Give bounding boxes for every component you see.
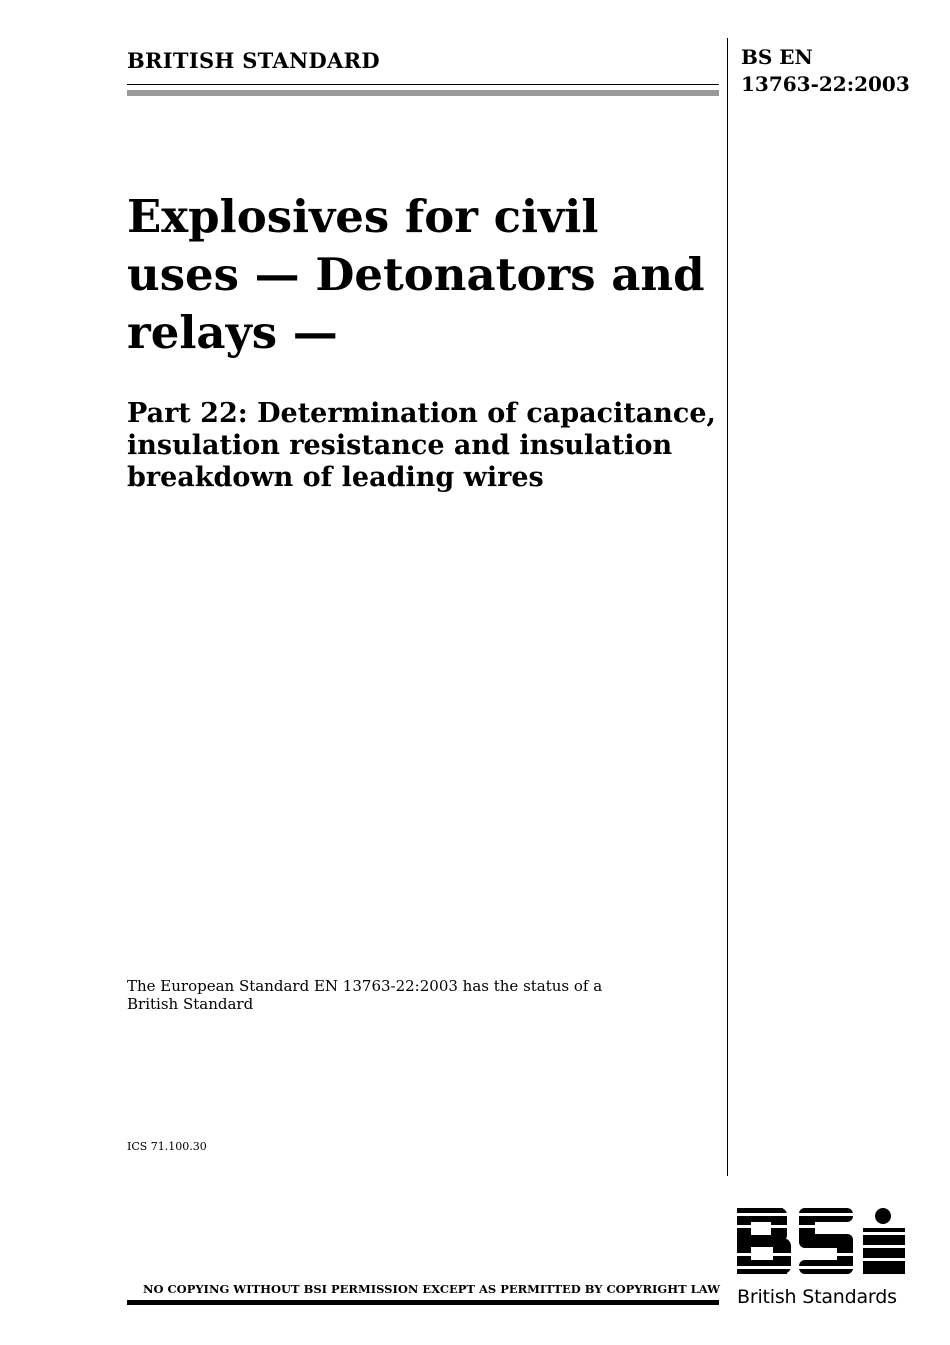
vertical-divider	[727, 38, 728, 1176]
part-title-line: breakdown of leading wires	[127, 462, 544, 493]
part-title-line: Part 22: Determination of capacitance,	[127, 398, 716, 429]
bsi-logo-letter-s	[797, 1208, 855, 1274]
standard-number-code: 13763-22:2003	[741, 72, 910, 96]
footer-rule	[127, 1300, 719, 1305]
main-title-line: Explosives for civil	[127, 190, 599, 243]
bsi-logo-text: British Standards	[737, 1286, 897, 1308]
part-title	[127, 398, 719, 494]
status-statement	[127, 977, 607, 1013]
standard-number	[741, 44, 910, 98]
bsi-logo-letter-b	[737, 1208, 793, 1274]
bsi-logo	[737, 1208, 905, 1276]
status-line: The European Standard EN 13763-22:2003 has the status of a	[127, 977, 603, 995]
ics-code: ICS 71.100.30	[127, 1140, 207, 1153]
header-rule-thin	[127, 84, 719, 85]
document-type-label: BRITISH STANDARD	[127, 48, 380, 73]
main-title-line: uses — Detonators and	[127, 248, 705, 301]
part-title-line: insulation resistance and insulation	[127, 430, 673, 461]
bsi-logo-letter-i	[861, 1208, 905, 1274]
header-rule-thick	[127, 90, 719, 96]
status-line: British Standard	[127, 995, 254, 1013]
standard-number-prefix: BS EN	[741, 45, 813, 69]
copyright-notice: NO COPYING WITHOUT BSI PERMISSION EXCEPT AS PERMITTED BY COPYRIGHT LAW	[143, 1282, 721, 1296]
main-title	[127, 188, 717, 362]
main-title-line: relays —	[127, 306, 338, 359]
